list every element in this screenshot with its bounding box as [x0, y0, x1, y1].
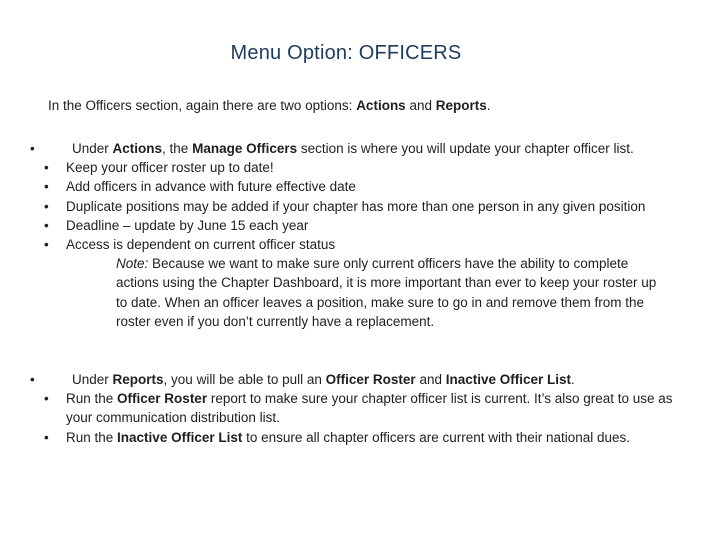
item-pre: Run the	[66, 391, 118, 407]
note-lead: Note:	[116, 256, 149, 272]
item-pre: Run the	[66, 429, 118, 445]
actions-post: section is where you will update your chapter officer list.	[297, 141, 634, 156]
officer-roster-bold: Officer Roster	[325, 372, 416, 387]
list-item-text: Duplicate positions may be added if your chapter has more than one person in any given position	[66, 198, 646, 214]
bullet-icon: •	[44, 391, 49, 407]
reports-bold: Reports	[112, 372, 164, 387]
reports-list	[30, 389, 690, 447]
actions-pre: Under	[72, 141, 113, 156]
item-bold: Inactive Officer List	[117, 429, 243, 445]
bullet-icon: •	[30, 372, 35, 387]
bullet-icon: •	[30, 141, 35, 156]
item-post: to ensure all chapter officers are current with their national dues.	[242, 429, 631, 445]
list-item	[30, 235, 690, 331]
note-text: Because we want to make sure only current officers have the ability to complete actions using the Chapter Dashboard, it is more important than ever to keep your roster up to date. When an officer leaves a position, make sure to go in and remove them from the roster even if you don’t currently have a replacement.	[116, 256, 657, 329]
item-post: report to make sure your chapter officer list is current. It’s also great to use as your communication distribution list.	[66, 391, 673, 426]
reports-and: and	[415, 372, 446, 387]
intro-actions: Actions	[356, 98, 406, 113]
list-item	[30, 216, 690, 235]
bullet-icon: •	[44, 179, 49, 195]
list-item-text: Deadline – update by June 15 each year	[66, 217, 309, 233]
item-bold: Officer Roster	[117, 391, 208, 407]
list-item-text: Access is dependent on current officer status	[66, 237, 336, 253]
list-item	[30, 389, 690, 427]
reports-mid: , you will be able to pull an	[163, 372, 326, 387]
reports-heading	[30, 370, 690, 389]
reports-pre: Under	[72, 372, 113, 387]
list-item-text: Add officers in advance with future effective date	[66, 179, 356, 195]
list-item	[30, 158, 690, 177]
intro-and: and	[405, 98, 436, 113]
bullet-icon: •	[44, 237, 49, 253]
actions-bold: Actions	[112, 141, 163, 156]
bullet-icon: •	[44, 429, 49, 445]
list-item-text: Keep your officer roster up to date!	[66, 160, 274, 176]
actions-list	[30, 158, 690, 331]
intro-lead: In the Officers section, again there are two options:	[48, 98, 357, 113]
list-item	[30, 197, 690, 216]
intro-text	[48, 98, 491, 113]
intro-end: .	[486, 98, 491, 113]
actions-mid: , the	[162, 141, 193, 156]
reports-end: .	[571, 372, 575, 387]
inactive-list-bold: Inactive Officer List	[445, 372, 572, 387]
list-item	[30, 428, 690, 447]
actions-section	[30, 139, 690, 331]
bullet-icon: •	[44, 217, 49, 233]
access-note	[66, 254, 690, 331]
intro-reports: Reports	[435, 98, 487, 113]
list-item	[30, 177, 690, 196]
manage-officers-bold: Manage Officers	[192, 141, 298, 156]
bullet-icon: •	[44, 198, 49, 214]
reports-section	[30, 370, 690, 447]
bullet-icon: •	[44, 160, 49, 176]
slide-title: Menu Option: OFFICERS	[230, 42, 462, 64]
actions-heading	[30, 139, 690, 158]
